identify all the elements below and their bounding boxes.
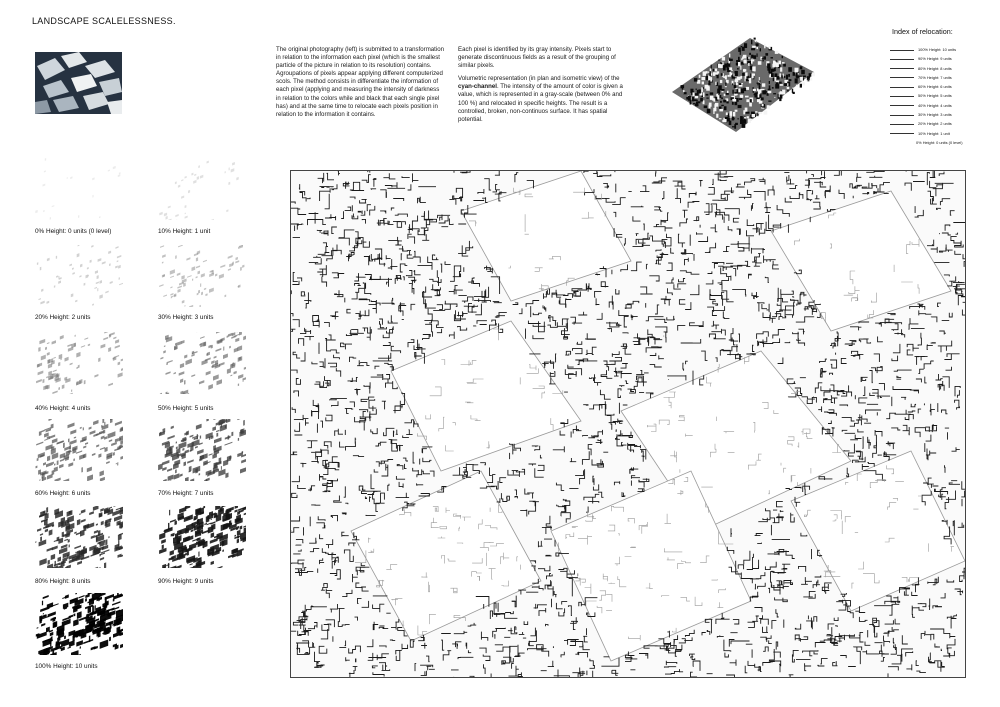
level-thumbnail <box>35 158 123 220</box>
contour-map-image <box>291 171 965 677</box>
page-title: LANDSCAPE SCALELESSNESS. <box>32 16 176 26</box>
index-item-label: 90% Height: 9 units <box>918 56 952 62</box>
index-item <box>890 119 990 128</box>
level-label: 20% Height: 2 units <box>35 314 91 321</box>
level-thumbnail-image <box>35 419 123 481</box>
index-item-label: 50% Height: 5 units <box>918 93 952 99</box>
description-paragraph-2 <box>458 75 623 124</box>
index-line-marker <box>890 105 914 106</box>
index-title: Index of relocation: <box>892 27 953 36</box>
level-thumbnail-image <box>158 245 246 307</box>
index-item <box>890 101 990 110</box>
level-thumbnail-image <box>35 593 123 655</box>
level-thumbnail-image <box>35 158 123 220</box>
description-paragraph-1: Each pixel is identified by its gray intensity. Pixels start to generate discontinuous fields as a result of the grouping of similar pixels. <box>458 46 616 70</box>
index-line-marker <box>890 59 914 60</box>
index-item <box>890 82 990 91</box>
cyan-channel-emphasis: cyan-channel <box>458 83 497 91</box>
index-item-label: 100% Height: 10 units <box>918 47 957 52</box>
level-thumbnail <box>35 419 123 481</box>
level-label: 70% Height: 7 units <box>158 490 214 497</box>
index-item <box>890 129 990 138</box>
level-thumbnail <box>35 593 123 655</box>
index-item-label: 70% Height: 7 units <box>918 74 952 80</box>
level-thumbnail <box>158 332 246 394</box>
index-item <box>890 91 990 100</box>
level-thumbnail <box>158 158 246 220</box>
level-label: 0% Height: 0 units (0 level) <box>35 228 112 235</box>
index-item <box>890 45 990 54</box>
index-item-label: 60% Height: 6 units <box>918 84 952 90</box>
level-thumbnail-image <box>158 419 246 481</box>
level-thumbnail-image <box>35 332 123 394</box>
isometric-surface-image <box>668 32 816 134</box>
isometric-view <box>668 32 816 134</box>
main-contour-map <box>290 170 966 678</box>
index-line-marker <box>890 115 914 116</box>
index-item-label: 80% Height: 8 units <box>918 65 952 71</box>
level-thumbnail-image <box>35 245 123 307</box>
index-item-label: 0% Height: 0 units (0 level) <box>916 139 963 145</box>
level-label: 100% Height: 10 units <box>35 663 98 670</box>
description-text: . The intensity of the amount of color is given a value, which is represented in a gray-scale (between 0% and 100 %) and relocated in specific heights. The result is a controlled, broken, non-continuos surface. It has spatial potential. <box>458 83 623 123</box>
aerial-photo-image <box>35 52 122 114</box>
level-thumbnail <box>158 245 246 307</box>
level-label: 30% Height: 3 units <box>158 314 214 321</box>
index-legend <box>890 45 990 147</box>
index-item <box>890 138 990 147</box>
index-item <box>890 73 990 82</box>
level-thumbnail <box>35 245 123 307</box>
index-item <box>890 110 990 119</box>
index-line-marker <box>890 133 914 134</box>
description-column-2 <box>458 46 623 129</box>
index-line-marker <box>890 124 914 125</box>
description-text: Volumetric representation (in plan and isometric view) of the <box>458 75 620 83</box>
level-thumbnail-image <box>158 506 246 568</box>
index-line-marker <box>890 87 914 88</box>
level-thumbnail <box>35 332 123 394</box>
level-thumbnail <box>35 506 123 568</box>
index-item <box>890 64 990 73</box>
level-thumbnail <box>158 506 246 568</box>
index-line-marker <box>890 77 914 78</box>
level-label: 50% Height: 5 units <box>158 405 214 412</box>
index-line-marker <box>890 50 914 51</box>
level-thumbnail <box>158 419 246 481</box>
description-column-1: The original photography (left) is submitted to a transformation in relation to the information each pixel (which is the smallest particle of the picture in relation to its resolution) contains. Agroupations of pixels appear applying different computerized scols. The method consists in differentiate the information of each pixel (applying and measuring the intensity of darkness in relation to the colors while and black that each single pixel has) and at the same time to relocate each pixels position in relation to the information it contains. <box>276 46 445 118</box>
index-item-label: 30% Height: 3 units <box>918 112 952 118</box>
level-thumbnail-image <box>158 332 246 394</box>
index-item-label: 20% Height: 2 units <box>918 121 952 127</box>
level-label: 60% Height: 6 units <box>35 490 91 497</box>
level-label: 10% Height: 1 unit <box>158 228 211 235</box>
index-item <box>890 54 990 63</box>
index-item-label: 10% Height: 1 unit <box>918 130 950 136</box>
level-thumbnail-image <box>35 506 123 568</box>
level-label: 90% Height: 9 units <box>158 578 214 585</box>
level-label: 80% Height: 8 units <box>35 578 91 585</box>
index-line-marker <box>890 68 914 69</box>
level-label: 40% Height: 4 units <box>35 405 91 412</box>
index-line-marker <box>890 96 914 97</box>
original-photograph <box>35 52 122 114</box>
index-item-label: 40% Height: 4 units <box>918 102 952 108</box>
level-thumbnail-image <box>158 158 246 220</box>
